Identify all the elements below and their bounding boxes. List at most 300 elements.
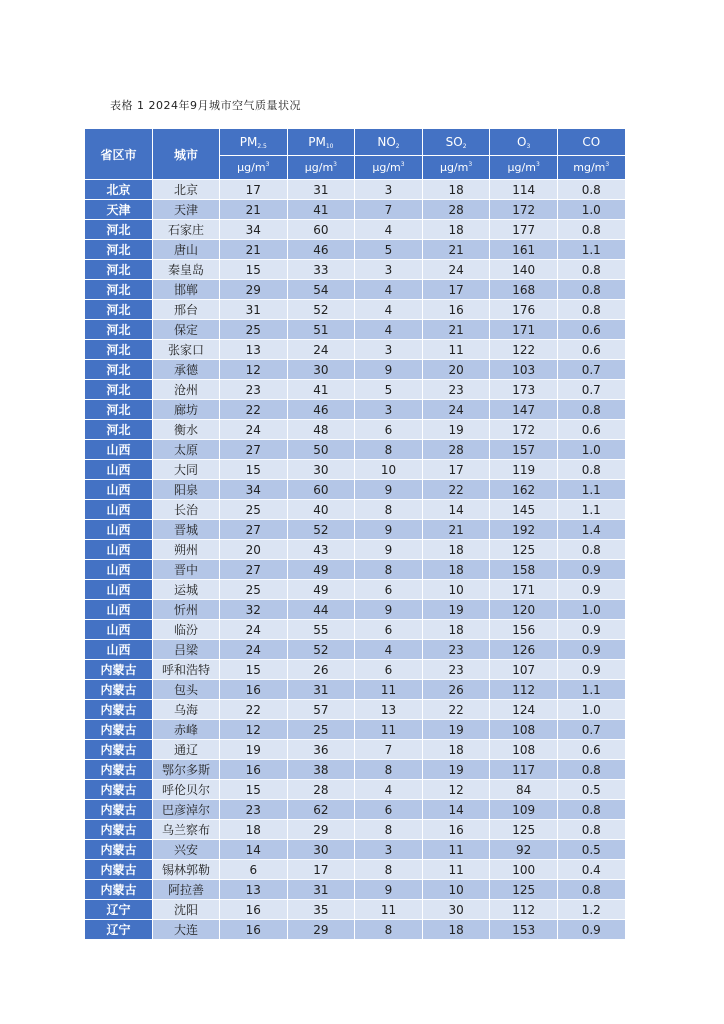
cell-co: 0.8 (557, 460, 625, 480)
cell-o3: 122 (490, 340, 558, 360)
cell-province: 山西 (85, 480, 153, 500)
cell-no2: 8 (355, 760, 423, 780)
cell-province: 河北 (85, 340, 153, 360)
cell-co: 1.1 (557, 500, 625, 520)
cell-city: 锡林郭勒 (153, 860, 220, 880)
cell-province: 河北 (85, 420, 153, 440)
cell-co: 0.6 (557, 320, 625, 340)
table-row (85, 800, 626, 820)
cell-pm10: 29 (287, 920, 355, 940)
cell-so2: 19 (422, 420, 490, 440)
cell-pm25: 19 (220, 740, 288, 760)
table-row (85, 660, 626, 680)
cell-so2: 23 (422, 640, 490, 660)
cell-pm25: 20 (220, 540, 288, 560)
cell-city: 乌兰察布 (153, 820, 220, 840)
table-row (85, 780, 626, 800)
cell-no2: 6 (355, 660, 423, 680)
cell-province: 河北 (85, 360, 153, 380)
cell-so2: 23 (422, 380, 490, 400)
cell-o3: 125 (490, 820, 558, 840)
cell-city: 鄂尔多斯 (153, 760, 220, 780)
cell-province: 内蒙古 (85, 800, 153, 820)
cell-no2: 8 (355, 920, 423, 940)
cell-city: 廊坊 (153, 400, 220, 420)
cell-pm25: 16 (220, 680, 288, 700)
cell-o3: 108 (490, 740, 558, 760)
cell-so2: 21 (422, 320, 490, 340)
cell-province: 河北 (85, 380, 153, 400)
cell-province: 内蒙古 (85, 700, 153, 720)
table-row (85, 880, 626, 900)
cell-no2: 4 (355, 780, 423, 800)
table-row (85, 740, 626, 760)
cell-pm25: 23 (220, 800, 288, 820)
cell-o3: 156 (490, 620, 558, 640)
cell-no2: 9 (355, 360, 423, 380)
cell-co: 0.5 (557, 840, 625, 860)
table-row (85, 460, 626, 480)
cell-pm25: 25 (220, 320, 288, 340)
cell-co: 0.6 (557, 340, 625, 360)
cell-co: 0.7 (557, 360, 625, 380)
table-row (85, 340, 626, 360)
cell-province: 辽宁 (85, 900, 153, 920)
cell-pm10: 52 (287, 520, 355, 540)
unit-pm25: $\mu g/m^3$ (220, 156, 288, 180)
cell-pm25: 14 (220, 840, 288, 860)
cell-pm10: 35 (287, 900, 355, 920)
cell-province: 河北 (85, 400, 153, 420)
cell-no2: 3 (355, 260, 423, 280)
cell-so2: 17 (422, 280, 490, 300)
cell-pm10: 41 (287, 200, 355, 220)
cell-pm10: 52 (287, 640, 355, 660)
cell-pm25: 27 (220, 560, 288, 580)
cell-no2: 6 (355, 800, 423, 820)
cell-o3: 177 (490, 220, 558, 240)
cell-city: 北京 (153, 180, 220, 200)
cell-o3: 92 (490, 840, 558, 860)
cell-no2: 9 (355, 540, 423, 560)
cell-co: 1.4 (557, 520, 625, 540)
cell-o3: 120 (490, 600, 558, 620)
cell-so2: 18 (422, 560, 490, 580)
cell-pm25: 16 (220, 760, 288, 780)
cell-pm25: 23 (220, 380, 288, 400)
cell-no2: 6 (355, 580, 423, 600)
cell-pm10: 55 (287, 620, 355, 640)
cell-pm10: 46 (287, 400, 355, 420)
cell-so2: 14 (422, 800, 490, 820)
cell-no2: 4 (355, 300, 423, 320)
cell-pm25: 29 (220, 280, 288, 300)
cell-province: 河北 (85, 240, 153, 260)
cell-o3: 162 (490, 480, 558, 500)
cell-no2: 9 (355, 880, 423, 900)
cell-pm10: 31 (287, 180, 355, 200)
cell-city: 大同 (153, 460, 220, 480)
cell-co: 0.9 (557, 640, 625, 660)
table-row (85, 180, 626, 200)
cell-pm10: 38 (287, 760, 355, 780)
cell-city: 通辽 (153, 740, 220, 760)
cell-no2: 7 (355, 200, 423, 220)
cell-pm25: 18 (220, 820, 288, 840)
cell-city: 沈阳 (153, 900, 220, 920)
cell-co: 0.7 (557, 720, 625, 740)
cell-city: 邢台 (153, 300, 220, 320)
header-no2: $NO_2$ (355, 129, 423, 156)
table-body (85, 180, 626, 940)
cell-pm25: 25 (220, 500, 288, 520)
cell-province: 山西 (85, 560, 153, 580)
cell-city: 巴彦淖尔 (153, 800, 220, 820)
cell-so2: 23 (422, 660, 490, 680)
cell-city: 阿拉善 (153, 880, 220, 900)
cell-co: 1.0 (557, 440, 625, 460)
header-so2: $SO_2$ (422, 129, 490, 156)
cell-no2: 5 (355, 380, 423, 400)
cell-so2: 10 (422, 880, 490, 900)
cell-pm10: 33 (287, 260, 355, 280)
cell-co: 0.8 (557, 300, 625, 320)
cell-pm10: 51 (287, 320, 355, 340)
cell-o3: 171 (490, 580, 558, 600)
cell-so2: 19 (422, 720, 490, 740)
cell-pm10: 36 (287, 740, 355, 760)
cell-co: 0.8 (557, 880, 625, 900)
cell-o3: 112 (490, 900, 558, 920)
cell-pm10: 60 (287, 480, 355, 500)
cell-so2: 19 (422, 600, 490, 620)
cell-city: 石家庄 (153, 220, 220, 240)
cell-pm25: 13 (220, 880, 288, 900)
unit-o3: $\mu g/m^3$ (490, 156, 558, 180)
cell-pm10: 25 (287, 720, 355, 740)
cell-no2: 8 (355, 440, 423, 460)
cell-province: 山西 (85, 440, 153, 460)
cell-pm10: 30 (287, 460, 355, 480)
header-city: 城市 (153, 129, 220, 180)
header-pm25: $PM_{2.5}$ (220, 129, 288, 156)
table-row (85, 700, 626, 720)
unit-co: $mg/m^3$ (557, 156, 625, 180)
cell-pm25: 12 (220, 720, 288, 740)
cell-province: 河北 (85, 220, 153, 240)
cell-so2: 18 (422, 920, 490, 940)
cell-pm25: 25 (220, 580, 288, 600)
cell-co: 1.2 (557, 900, 625, 920)
air-quality-table (84, 128, 626, 940)
cell-city: 阳泉 (153, 480, 220, 500)
cell-pm25: 13 (220, 340, 288, 360)
cell-no2: 11 (355, 900, 423, 920)
cell-pm10: 31 (287, 680, 355, 700)
cell-city: 承德 (153, 360, 220, 380)
cell-city: 呼伦贝尔 (153, 780, 220, 800)
cell-no2: 6 (355, 420, 423, 440)
table-row (85, 540, 626, 560)
cell-city: 兴安 (153, 840, 220, 860)
cell-province: 山西 (85, 640, 153, 660)
cell-no2: 11 (355, 720, 423, 740)
cell-co: 0.5 (557, 780, 625, 800)
cell-city: 天津 (153, 200, 220, 220)
cell-city: 衡水 (153, 420, 220, 440)
cell-so2: 16 (422, 300, 490, 320)
cell-o3: 153 (490, 920, 558, 940)
cell-so2: 20 (422, 360, 490, 380)
cell-province: 山西 (85, 620, 153, 640)
table-row (85, 320, 626, 340)
cell-pm25: 32 (220, 600, 288, 620)
cell-province: 山西 (85, 600, 153, 620)
cell-o3: 168 (490, 280, 558, 300)
header-pm10: $PM_{10}$ (287, 129, 355, 156)
cell-so2: 19 (422, 760, 490, 780)
table-row (85, 900, 626, 920)
unit-so2: $\mu g/m^3$ (422, 156, 490, 180)
header-o3: $O_3$ (490, 129, 558, 156)
cell-province: 河北 (85, 280, 153, 300)
table-row (85, 400, 626, 420)
cell-so2: 28 (422, 440, 490, 460)
cell-co: 0.9 (557, 580, 625, 600)
table-row (85, 420, 626, 440)
cell-pm10: 52 (287, 300, 355, 320)
cell-co: 0.8 (557, 280, 625, 300)
cell-o3: 172 (490, 200, 558, 220)
cell-pm10: 24 (287, 340, 355, 360)
cell-city: 晋中 (153, 560, 220, 580)
cell-pm25: 22 (220, 400, 288, 420)
table-row (85, 580, 626, 600)
cell-pm10: 44 (287, 600, 355, 620)
cell-province: 山西 (85, 580, 153, 600)
cell-city: 沧州 (153, 380, 220, 400)
cell-so2: 17 (422, 460, 490, 480)
cell-o3: 103 (490, 360, 558, 380)
cell-pm25: 34 (220, 480, 288, 500)
cell-province: 山西 (85, 540, 153, 560)
cell-province: 内蒙古 (85, 680, 153, 700)
cell-so2: 11 (422, 840, 490, 860)
cell-co: 0.4 (557, 860, 625, 880)
cell-o3: 173 (490, 380, 558, 400)
table-row (85, 360, 626, 380)
cell-pm10: 60 (287, 220, 355, 240)
table-row (85, 240, 626, 260)
cell-o3: 117 (490, 760, 558, 780)
header-co: CO (557, 129, 625, 156)
cell-pm10: 49 (287, 560, 355, 580)
cell-pm10: 30 (287, 360, 355, 380)
cell-o3: 157 (490, 440, 558, 460)
cell-city: 忻州 (153, 600, 220, 620)
cell-so2: 18 (422, 540, 490, 560)
cell-no2: 9 (355, 600, 423, 620)
cell-pm10: 17 (287, 860, 355, 880)
cell-o3: 171 (490, 320, 558, 340)
table-row (85, 260, 626, 280)
cell-pm25: 21 (220, 240, 288, 260)
cell-so2: 24 (422, 260, 490, 280)
cell-province: 北京 (85, 180, 153, 200)
cell-province: 辽宁 (85, 920, 153, 940)
cell-so2: 18 (422, 620, 490, 640)
cell-pm25: 27 (220, 520, 288, 540)
cell-so2: 18 (422, 740, 490, 760)
cell-co: 0.9 (557, 620, 625, 640)
cell-province: 天津 (85, 200, 153, 220)
cell-city: 朔州 (153, 540, 220, 560)
cell-city: 张家口 (153, 340, 220, 360)
cell-no2: 4 (355, 320, 423, 340)
cell-pm10: 46 (287, 240, 355, 260)
cell-so2: 10 (422, 580, 490, 600)
cell-pm25: 24 (220, 640, 288, 660)
cell-pm25: 24 (220, 420, 288, 440)
table-row (85, 720, 626, 740)
cell-o3: 145 (490, 500, 558, 520)
cell-no2: 5 (355, 240, 423, 260)
cell-province: 内蒙古 (85, 820, 153, 840)
cell-co: 0.8 (557, 180, 625, 200)
table-row (85, 680, 626, 700)
table-row (85, 820, 626, 840)
cell-no2: 9 (355, 520, 423, 540)
cell-o3: 125 (490, 880, 558, 900)
cell-co: 0.9 (557, 920, 625, 940)
cell-pm25: 12 (220, 360, 288, 380)
cell-co: 0.8 (557, 260, 625, 280)
cell-province: 山西 (85, 500, 153, 520)
table-row (85, 560, 626, 580)
cell-so2: 26 (422, 680, 490, 700)
cell-pm10: 49 (287, 580, 355, 600)
cell-pm10: 29 (287, 820, 355, 840)
cell-province: 内蒙古 (85, 740, 153, 760)
cell-pm25: 27 (220, 440, 288, 460)
cell-no2: 9 (355, 480, 423, 500)
cell-co: 1.1 (557, 240, 625, 260)
table-row (85, 440, 626, 460)
cell-co: 0.7 (557, 380, 625, 400)
cell-o3: 147 (490, 400, 558, 420)
cell-co: 0.8 (557, 760, 625, 780)
table-caption: 表格 1 2024年9月城市空气质量状况 (110, 99, 301, 112)
cell-o3: 172 (490, 420, 558, 440)
cell-pm25: 16 (220, 900, 288, 920)
cell-pm10: 50 (287, 440, 355, 460)
cell-pm25: 15 (220, 660, 288, 680)
cell-o3: 124 (490, 700, 558, 720)
cell-pm10: 40 (287, 500, 355, 520)
cell-pm25: 31 (220, 300, 288, 320)
cell-pm25: 15 (220, 460, 288, 480)
cell-city: 长治 (153, 500, 220, 520)
cell-so2: 21 (422, 240, 490, 260)
cell-city: 吕梁 (153, 640, 220, 660)
cell-so2: 11 (422, 860, 490, 880)
cell-pm25: 16 (220, 920, 288, 940)
table-row (85, 860, 626, 880)
cell-province: 内蒙古 (85, 760, 153, 780)
cell-no2: 8 (355, 820, 423, 840)
cell-no2: 7 (355, 740, 423, 760)
cell-province: 山西 (85, 520, 153, 540)
cell-o3: 192 (490, 520, 558, 540)
cell-pm10: 62 (287, 800, 355, 820)
cell-o3: 107 (490, 660, 558, 680)
cell-pm10: 30 (287, 840, 355, 860)
cell-o3: 158 (490, 560, 558, 580)
cell-pm25: 24 (220, 620, 288, 640)
table-row (85, 840, 626, 860)
cell-co: 1.0 (557, 200, 625, 220)
cell-no2: 11 (355, 680, 423, 700)
cell-pm25: 17 (220, 180, 288, 200)
cell-pm10: 31 (287, 880, 355, 900)
cell-pm10: 57 (287, 700, 355, 720)
cell-city: 保定 (153, 320, 220, 340)
cell-pm10: 48 (287, 420, 355, 440)
header-row (85, 129, 626, 156)
cell-o3: 84 (490, 780, 558, 800)
header-province: 省区市 (85, 129, 153, 180)
cell-no2: 4 (355, 220, 423, 240)
cell-province: 内蒙古 (85, 880, 153, 900)
cell-city: 晋城 (153, 520, 220, 540)
cell-no2: 3 (355, 400, 423, 420)
cell-so2: 14 (422, 500, 490, 520)
cell-no2: 3 (355, 340, 423, 360)
cell-province: 内蒙古 (85, 780, 153, 800)
cell-no2: 8 (355, 860, 423, 880)
cell-so2: 22 (422, 700, 490, 720)
cell-pm25: 15 (220, 260, 288, 280)
table-row (85, 220, 626, 240)
cell-pm10: 26 (287, 660, 355, 680)
cell-co: 1.0 (557, 600, 625, 620)
cell-pm25: 22 (220, 700, 288, 720)
cell-city: 包头 (153, 680, 220, 700)
cell-o3: 126 (490, 640, 558, 660)
cell-province: 内蒙古 (85, 660, 153, 680)
cell-city: 呼和浩特 (153, 660, 220, 680)
cell-pm25: 15 (220, 780, 288, 800)
cell-city: 太原 (153, 440, 220, 460)
cell-city: 秦皇岛 (153, 260, 220, 280)
cell-no2: 10 (355, 460, 423, 480)
table-row (85, 920, 626, 940)
cell-o3: 108 (490, 720, 558, 740)
table-row (85, 200, 626, 220)
unit-no2: $\mu g/m^3$ (355, 156, 423, 180)
cell-province: 河北 (85, 260, 153, 280)
table-row (85, 640, 626, 660)
cell-city: 临汾 (153, 620, 220, 640)
cell-o3: 112 (490, 680, 558, 700)
cell-city: 邯郸 (153, 280, 220, 300)
cell-o3: 114 (490, 180, 558, 200)
table-row (85, 500, 626, 520)
cell-no2: 13 (355, 700, 423, 720)
cell-province: 内蒙古 (85, 720, 153, 740)
cell-co: 0.9 (557, 560, 625, 580)
cell-province: 山西 (85, 460, 153, 480)
